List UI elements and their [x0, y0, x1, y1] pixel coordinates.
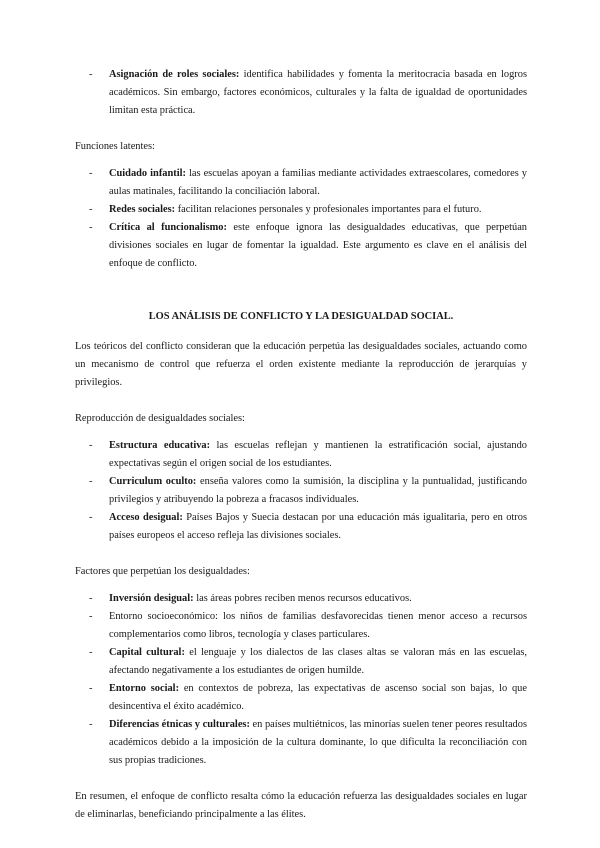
latent-functions-intro: Funciones latentes:: [75, 141, 155, 152]
item-text: las escuelas apoyan a familias mediante actividades extraescolares, comedores y aulas matinales, facilitando la conciliación laboral.: [109, 168, 527, 197]
factors-list: [75, 590, 527, 770]
item-term: Estructura educativa:: [109, 440, 211, 451]
item-text: enseña valores como la sumisión, la disciplina y la puntualidad, justificando privilegios y atribuyendo la pobreza a fracasos individuales.: [109, 476, 527, 505]
item-term: Inversión desigual:: [109, 593, 194, 604]
list-item: [75, 219, 527, 273]
item-term: Cuidado infantil:: [109, 168, 186, 179]
list-item: [75, 201, 527, 219]
item-text: identifica habilidades y fomenta la meritocracia basada en logros académicos. Sin embargo, factores económicos, culturales y la falta de igualdad de oportunidades limitan esta práctica.: [109, 69, 527, 116]
item-text: en países multiétnicos, las minorías suelen tener peores resultados académicos debido a la imposición de la cultura dominante, lo que dificulta la reconciliación con sus propias tradiciones.: [109, 719, 527, 766]
item-term: Entorno social:: [109, 683, 180, 694]
item-text: el lenguaje y los dialectos de las clases altas se valoran más en las escuelas, afectando negativamente a los estudiantes de origen humilde.: [109, 647, 527, 676]
list-item: [75, 644, 527, 680]
item-text: las escuelas reflejan y mantienen la estratificación social, ajustando expectativas según el origen social de los estudiantes.: [109, 440, 527, 469]
list-item: [75, 165, 527, 201]
item-text: las áreas pobres reciben menos recursos educativos.: [193, 593, 412, 604]
item-text: Países Bajos y Suecia destacan por una educación más igualitaria, pero en otros países europeos el acceso refleja las divisiones sociales.: [109, 512, 528, 541]
factors-intro: Factores que perpetúan los desigualdades:: [75, 566, 250, 577]
item-term: Redes sociales:: [109, 204, 176, 215]
section-heading: LOS ANÁLISIS DE CONFLICTO Y LA DESIGUALDAD SOCIAL.: [148, 311, 454, 322]
list-item: [75, 680, 527, 716]
item-term: Diferencias étnicas y culturales:: [109, 719, 250, 730]
list-item: [75, 437, 527, 473]
conclusion-paragraph: En resumen, el enfoque de conflicto resalta cómo la educación refuerza las desigualdades sociales en lugar de eliminarlas, beneficiando principalmente a las élites.: [75, 791, 527, 820]
item-term: Curriculum oculto:: [109, 476, 197, 487]
item-text: Entorno socioeconómico: los niños de familias desfavorecidas tienen menor acceso a recursos complementarios como libros, tecnología y clases particulares.: [109, 611, 527, 640]
list-item: [75, 590, 527, 608]
section-intro: Los teóricos del conflicto consideran que la educación perpetúa las desigualdades sociales, actuando como un mecanismo de control que refuerza el orden existente mediante la reproducción de jerarquías y privilegios.: [75, 341, 527, 388]
list-item: [75, 509, 527, 545]
item-term: Capital cultural:: [109, 647, 185, 658]
list-item: [75, 608, 527, 644]
reproduction-list: [75, 437, 527, 545]
item-term: Asignación de roles sociales:: [109, 69, 240, 80]
social-roles-list: [75, 66, 527, 120]
item-term: Acceso desigual:: [109, 512, 183, 523]
item-term: Crítica al funcionalismo:: [109, 222, 227, 233]
list-item: [75, 716, 527, 770]
reproduction-intro: Reproducción de desigualdades sociales:: [75, 413, 245, 424]
list-item: [75, 473, 527, 509]
latent-functions-list: [75, 165, 527, 273]
list-item: [75, 66, 527, 120]
item-text: facilitan relaciones personales y profesionales importantes para el futuro.: [175, 204, 482, 215]
document-page: [75, 66, 527, 824]
item-text: este enfoque ignora las desigualdades educativas, que perpetúan divisiones sociales en lugar de fomentar la igualdad. Este argumento es clave en el análisis del enfoque de conflicto.: [109, 222, 528, 269]
item-text: en contextos de pobreza, las expectativas de ascenso social son bajas, lo que desincentiva el éxito académico.: [109, 683, 527, 712]
